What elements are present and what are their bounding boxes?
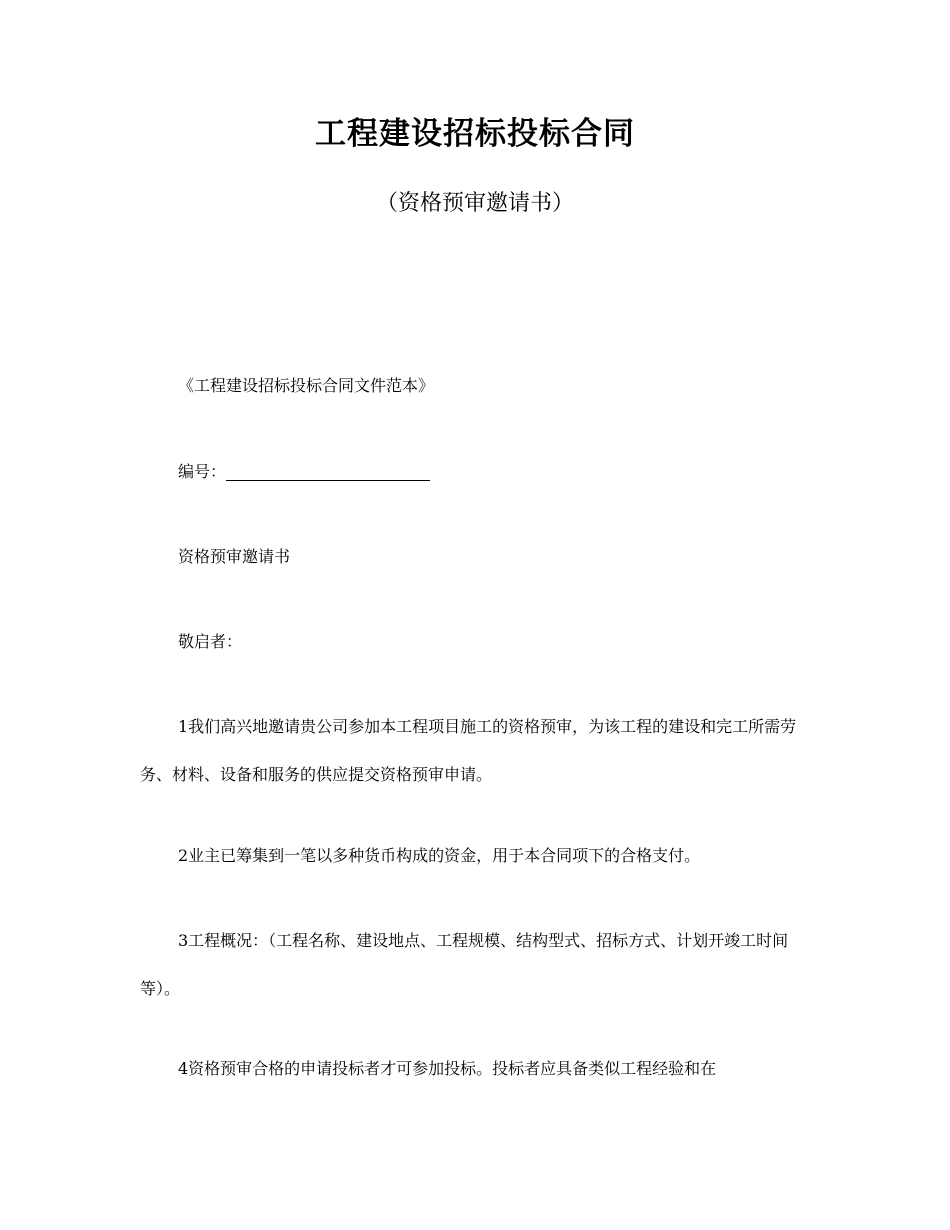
template-name: 《工程建设招标投标合同文件范本》 bbox=[178, 376, 435, 395]
paragraph-3: 3工程概况：（工程名称、建设地点、工程规模、结构型式、招标方式、计划开竣工时间等）。 bbox=[140, 931, 789, 998]
paragraph-2: 2业主已筹集到一笔以多种货币构成的资金，用于本合同项下的合格支付。 bbox=[178, 846, 701, 865]
document-subtitle: （资格预审邀请书） bbox=[375, 191, 574, 216]
salutation: 敬启者： bbox=[178, 632, 243, 651]
document-title: 工程建设招标投标合同 bbox=[315, 116, 635, 152]
serial-number-blank bbox=[226, 462, 430, 481]
section-heading: 资格预审邀请书 bbox=[178, 547, 291, 566]
paragraph-1: 1我们高兴地邀请贵公司参加本工程项目施工的资格预审，为该工程的建设和完工所需劳务、材料、设备和服务的供应提交资格预审申请。 bbox=[140, 717, 797, 784]
serial-number-label: 编号： bbox=[178, 462, 227, 481]
serial-number-line bbox=[178, 460, 430, 484]
paragraph-4: 4资格预审合格的申请投标者才可参加投标。投标者应具备类似工程经验和在 bbox=[178, 1059, 717, 1078]
